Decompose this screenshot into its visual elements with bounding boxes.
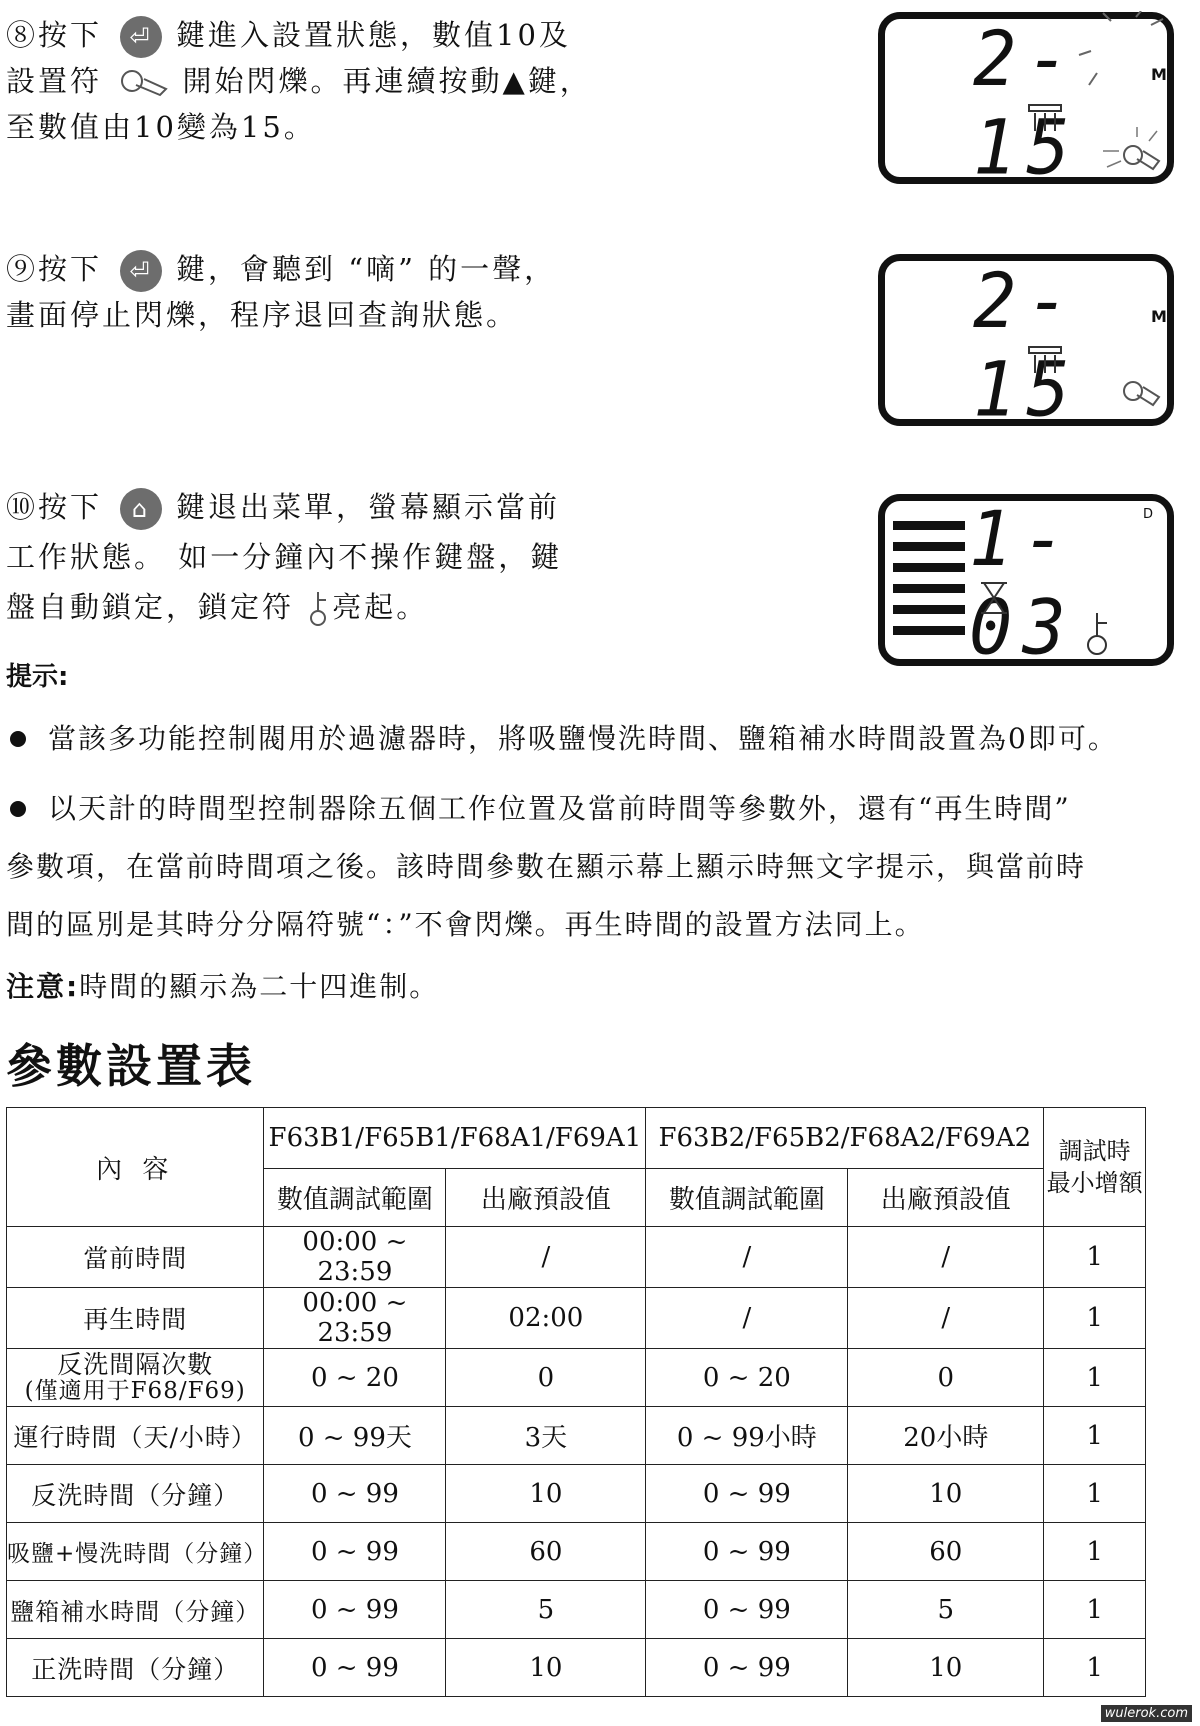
table-title: 參數設置表 bbox=[6, 1039, 256, 1093]
menu-exit-key-icon: ⌂ bbox=[120, 488, 162, 530]
cell: 3天 bbox=[446, 1407, 646, 1465]
table-row bbox=[7, 1227, 1146, 1288]
cell: 0 bbox=[446, 1349, 646, 1407]
step-text: 開始閃爍。再連續按動▲鍵， bbox=[182, 64, 592, 98]
cell: 1 bbox=[1044, 1288, 1146, 1349]
blink-rays-icon bbox=[1041, 11, 1171, 91]
cell: / bbox=[848, 1227, 1044, 1288]
tip-bullet-1 bbox=[6, 710, 1186, 768]
tip-bullet-2 bbox=[6, 780, 1186, 954]
enter-key-icon: ⏎ bbox=[120, 250, 162, 292]
cell: 1 bbox=[1044, 1639, 1146, 1697]
lock-symbol-icon bbox=[1083, 611, 1113, 657]
step-text: 設置符 bbox=[6, 64, 103, 98]
note bbox=[6, 958, 1186, 1016]
table-row bbox=[7, 1581, 1146, 1639]
header-range: 數值調試範圍 bbox=[264, 1169, 446, 1227]
step-text: 工作狀態。 如一分鐘內不操作鍵盤，鍵 bbox=[6, 540, 563, 574]
lcd-display-3 bbox=[878, 494, 1174, 672]
step-text: 按下 bbox=[38, 252, 103, 286]
cell: 10 bbox=[848, 1465, 1044, 1523]
cell: / bbox=[848, 1288, 1044, 1349]
row-label: 再生時間 bbox=[7, 1288, 264, 1349]
note-text: 時間的顯示為二十四進制。 bbox=[79, 970, 440, 1003]
step-9 bbox=[6, 246, 556, 338]
cell: 02:00 bbox=[446, 1288, 646, 1349]
cell: 5 bbox=[848, 1581, 1044, 1639]
cell: 00:00 ~ 23:59 bbox=[264, 1227, 446, 1288]
cell: / bbox=[646, 1227, 848, 1288]
table-row bbox=[7, 1349, 1146, 1407]
cell: 20小時 bbox=[848, 1407, 1044, 1465]
cell: 0 ~ 99 bbox=[646, 1639, 848, 1697]
cell: 0 ~ 99 bbox=[646, 1523, 848, 1581]
header-range: 數值調試範圍 bbox=[646, 1169, 848, 1227]
table-row bbox=[7, 1465, 1146, 1523]
table-row bbox=[7, 1288, 1146, 1349]
cell: 60 bbox=[848, 1523, 1044, 1581]
progress-bars bbox=[893, 521, 965, 647]
cell: 0 ~ 99小時 bbox=[646, 1407, 848, 1465]
cell: 1 bbox=[1044, 1407, 1146, 1465]
step-text: 按下 bbox=[38, 18, 103, 52]
cell: 10 bbox=[848, 1639, 1044, 1697]
backwash-icon bbox=[1025, 343, 1065, 379]
step-8 bbox=[6, 12, 592, 150]
cell: 0 ~ 99 bbox=[264, 1465, 446, 1523]
step-text: 鍵，會聽到 “嘀” 的一聲， bbox=[176, 252, 557, 286]
table-row bbox=[7, 1639, 1146, 1697]
cell: 5 bbox=[446, 1581, 646, 1639]
step-10 bbox=[6, 484, 562, 630]
cell: / bbox=[446, 1227, 646, 1288]
enter-key-icon: ⏎ bbox=[120, 16, 162, 58]
step-number: ⑩ bbox=[6, 490, 39, 524]
header-default: 出廠預設值 bbox=[446, 1169, 646, 1227]
wrench-settings-icon bbox=[1093, 123, 1169, 181]
row-label: 鹽箱補水時間（分鐘） bbox=[7, 1581, 264, 1639]
cell: 1 bbox=[1044, 1581, 1146, 1639]
row-label: 反洗間隔次數 (僅適用于F68/F69) bbox=[7, 1349, 264, 1407]
lock-symbol-icon bbox=[306, 590, 332, 628]
cell: 0 ~ 99 bbox=[264, 1523, 446, 1581]
header-group-1: F63B1/F65B1/F68A1/F69A1 bbox=[264, 1108, 646, 1169]
cell: 0 ~ 20 bbox=[264, 1349, 446, 1407]
table-row bbox=[7, 1407, 1146, 1465]
step-number: ⑨ bbox=[6, 252, 39, 286]
hourglass-icon bbox=[977, 579, 1011, 617]
note-label: 注意: bbox=[6, 970, 80, 1003]
wrench-settings-icon bbox=[1119, 377, 1165, 413]
lcd-display-1 bbox=[878, 12, 1174, 192]
row-label: 運行時間（天/小時） bbox=[7, 1407, 264, 1465]
row-label: 正洗時間（分鐘） bbox=[7, 1639, 264, 1697]
row-label: 吸鹽+慢洗時間（分鐘） bbox=[7, 1523, 264, 1581]
tip-text: 以天計的時間型控制器除五個工作位置及當前時間等參數外，還有“再生時間” bbox=[48, 792, 1071, 825]
lcd-digits: 1-03 bbox=[969, 494, 1076, 672]
header-default: 出廠預設值 bbox=[848, 1169, 1044, 1227]
cell: 0 ~ 99 bbox=[264, 1639, 446, 1697]
step-text: 鍵退出菜單，螢幕顯示當前 bbox=[176, 490, 561, 524]
wrench-settings-icon bbox=[114, 65, 170, 101]
step-text: 畫面停止閃爍，程序退回查詢狀態。 bbox=[6, 298, 519, 332]
bullet-dot bbox=[10, 731, 26, 747]
tip-text: 間的區別是其時分分隔符號“：”不會閃爍。再生時間的設置方法同上。 bbox=[6, 908, 925, 941]
step-text: 鍵進入設置狀態，數值10及 bbox=[176, 18, 571, 52]
cell: 10 bbox=[446, 1465, 646, 1523]
cell: 10 bbox=[446, 1639, 646, 1697]
lcd-unit: M bbox=[1151, 307, 1167, 326]
lcd-unit: M bbox=[1151, 65, 1167, 84]
lcd-unit: D bbox=[1143, 507, 1154, 522]
bullet-dot bbox=[10, 801, 26, 817]
cell: 60 bbox=[446, 1523, 646, 1581]
cell: 1 bbox=[1044, 1349, 1146, 1407]
tip-text: 參數項，在當前時間項之後。該時間參數在顯示幕上顯示時無文字提示，與當前時 bbox=[6, 850, 1087, 883]
cell: 1 bbox=[1044, 1523, 1146, 1581]
header-group-2: F63B2/F65B2/F68A2/F69A2 bbox=[646, 1108, 1044, 1169]
cell: 00:00 ~ 23:59 bbox=[264, 1288, 446, 1349]
row-label: 當前時間 bbox=[7, 1227, 264, 1288]
lcd-digits: 2-15 bbox=[973, 14, 1080, 192]
step-text: 按下 bbox=[38, 490, 103, 524]
cell: 0 ~ 99 bbox=[646, 1581, 848, 1639]
cell: 0 ~ 99天 bbox=[264, 1407, 446, 1465]
cell: 0 ~ 99 bbox=[646, 1465, 848, 1523]
watermark: wulerok.com bbox=[1101, 1705, 1192, 1722]
cell: 0 ~ 99 bbox=[264, 1581, 446, 1639]
step-text: 至數值由10變為15。 bbox=[6, 110, 316, 144]
tips-title: 提示: bbox=[6, 662, 69, 692]
lcd-display-2 bbox=[878, 254, 1174, 434]
cell: 0 bbox=[848, 1349, 1044, 1407]
lcd-digits: 2-15 bbox=[973, 256, 1080, 434]
step-text: 盤自動鎖定，鎖定符 bbox=[6, 590, 295, 624]
cell: / bbox=[646, 1288, 848, 1349]
header-content: 內 容 bbox=[7, 1108, 264, 1227]
cell: 0 ~ 20 bbox=[646, 1349, 848, 1407]
backwash-icon bbox=[1025, 101, 1065, 137]
table-row bbox=[7, 1523, 1146, 1581]
header-min-increment: 調試時 最小增額 bbox=[1044, 1108, 1146, 1227]
parameter-table bbox=[6, 1107, 1146, 1697]
cell: 1 bbox=[1044, 1465, 1146, 1523]
table-header-row bbox=[7, 1108, 1146, 1169]
step-number: ⑧ bbox=[6, 18, 39, 52]
cell: 1 bbox=[1044, 1227, 1146, 1288]
step-text: 亮起。 bbox=[332, 590, 429, 624]
row-label: 反洗時間（分鐘） bbox=[7, 1465, 264, 1523]
tip-text: 當該多功能控制閥用於過濾器時，將吸鹽慢洗時間、鹽箱補水時間設置為0即可。 bbox=[48, 722, 1118, 755]
